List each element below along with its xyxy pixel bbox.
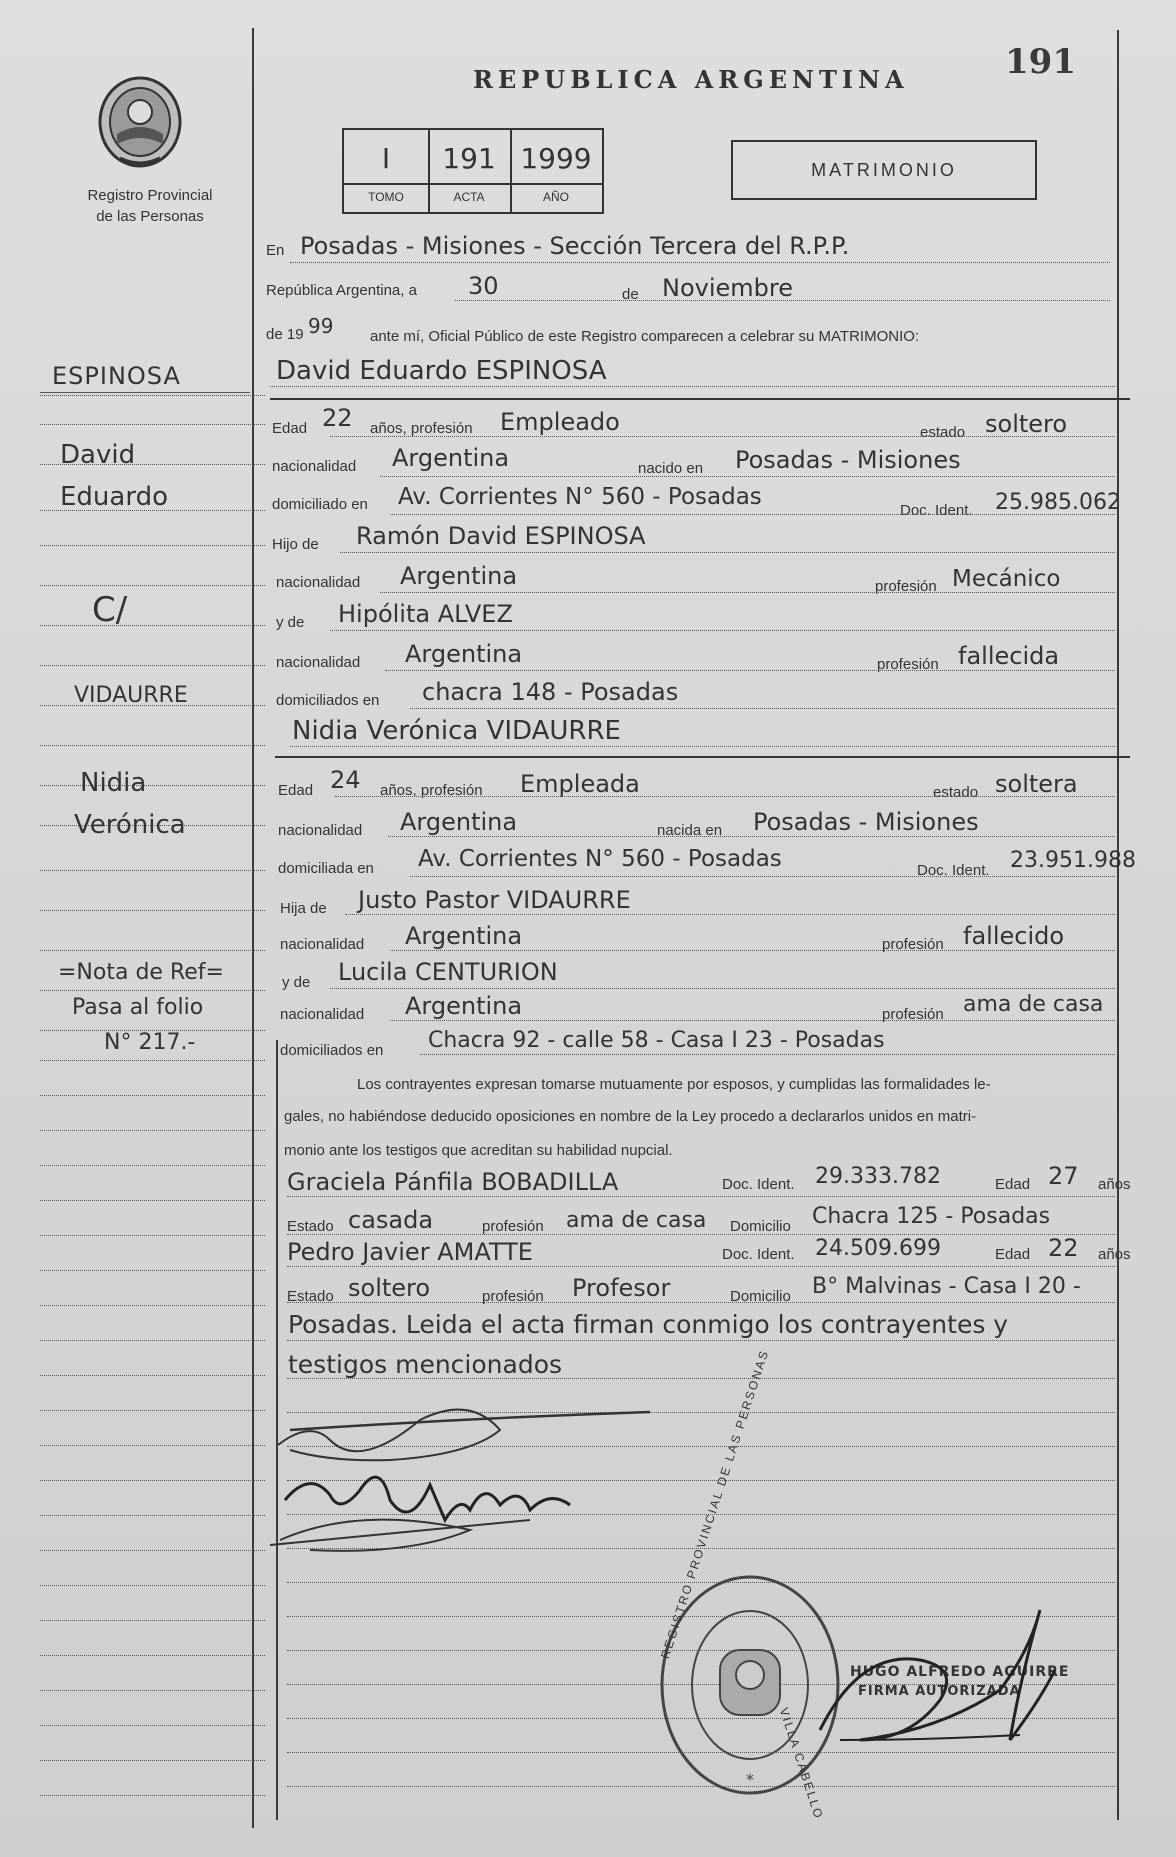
margin-note-line2: Pasa al folio [72,995,204,1020]
bride-age: 24 [330,766,361,794]
margin-note-line1: =Nota de Ref= [58,960,224,985]
witness1-prof-label: profesión [482,1218,544,1235]
bride-nacida-label: nacida en [657,822,723,839]
groom-doc: 25.985.062 [995,490,1121,515]
witness2-prof-label: profesión [482,1288,544,1305]
country-title: REPUBLICA ARGENTINA [473,65,909,94]
groom-name: David Eduardo ESPINOSA [276,356,607,386]
witness1-age: 27 [1048,1162,1079,1190]
tomo-label: TOMO [368,190,404,204]
groom-edad-label: Edad [272,420,308,437]
margin-given-bride-1: Nidia [80,768,147,798]
witness2-doc: 24.509.699 [815,1236,941,1261]
groom-nationality: Argentina [392,444,510,472]
margin-surname-groom: ESPINOSA [52,362,181,390]
bride-anos-prof-label: años, profesión [380,782,483,799]
stamp-office: VILLA CABELLO [776,1706,827,1822]
witness1-name: Graciela Pánfila BOBADILLA [287,1168,619,1196]
witness2-profession: Profesor [572,1274,671,1302]
declaration-line3: monio ante los testigos que acreditan su habilidad nupcial. [284,1142,673,1159]
groom-anos-prof-label: años, profesión [370,420,473,437]
groom-doms-label: domiciliados en [276,692,380,709]
groom-dom-label: domiciliado en [272,496,368,513]
en-label: En [266,242,285,259]
year-prefix: de 19 [266,326,304,343]
witness2-age: 22 [1048,1234,1079,1262]
witness1-estado: casada [348,1206,434,1234]
groom-father-nat: Argentina [400,562,518,590]
groom-mother-nat: Argentina [405,640,523,668]
witness2-edad-label: Edad [995,1246,1031,1263]
bride-nationality: Argentina [400,808,518,836]
bride-hija-label: Hija de [280,900,327,917]
witness1-doc-label: Doc. Ident. [722,1176,795,1193]
bride-father-prof: fallecido [963,922,1065,950]
bride-nac-label: nacionalidad [278,822,363,839]
tomo-value: I [381,142,391,175]
groom-doc-label: Doc. Ident. [900,502,973,519]
bride-mother-nat-label: nacionalidad [280,1006,365,1023]
declaration-line2: gales, no habiéndose deducido oposiciones en nombre de la Ley procedo a declararlos unidos en matri- [284,1108,977,1125]
official-signature [800,1590,1060,1770]
groom-estado: soltero [985,410,1068,438]
day: 30 [468,272,499,300]
declaration-line1: Los contrayentes expresan tomarse mutuamente por esposos, y cumplidas las formalidades le- [357,1076,991,1093]
bride-estado: soltera [995,770,1078,798]
groom-mother: Hipólita ALVEZ [338,600,513,628]
groom-father-prof-label: profesión [875,578,937,595]
province-emblem [95,72,185,172]
party-signatures [270,1400,670,1570]
bride-doc-label: Doc. Ident. [917,862,990,879]
groom-nac-label: nacionalidad [272,458,357,475]
bride-doc: 23.951.988 [1010,848,1136,873]
groom-age: 22 [322,404,353,432]
margin-given-groom-1: David [60,440,136,470]
witness1-dom-label: Domicilio [730,1218,791,1235]
bride-address: Av. Corrientes N° 560 - Posadas [418,846,782,872]
bride-mother-prof-label: profesión [882,1006,944,1023]
bride-father-prof-label: profesión [882,936,944,953]
registry-name-line2: de las Personas [96,208,204,225]
bride-dom-label: domiciliada en [278,860,374,877]
witness2-address: B° Malvinas - Casa I 20 - [812,1274,1081,1299]
witness2-doc-label: Doc. Ident. [722,1246,795,1263]
bride-mother: Lucila CENTURION [338,958,558,986]
document-type-label: MATRIMONIO [811,159,957,180]
witness1-doc: 29.333.782 [815,1164,941,1189]
groom-estado-label: estado [920,424,966,441]
bride-mother-nat: Argentina [405,992,523,1020]
witness1-anos-label: años [1098,1176,1131,1193]
witness1-estado-label: Estado [287,1218,334,1235]
witness1-address: Chacra 125 - Posadas [812,1204,1051,1229]
bride-name: Nidia Verónica VIDAURRE [292,716,621,746]
witness2-estado-label: Estado [287,1288,334,1305]
groom-father: Ramón David ESPINOSA [356,522,646,550]
groom-yde-label: y de [276,614,305,631]
intro-text: ante mí, Oficial Público de este Registro comparecen a celebrar su MATRIMONIO: [370,328,920,345]
acta-value: 191 [442,142,496,175]
margin-given-bride-2: Verónica [74,810,186,840]
signatory-name: HUGO ALFREDO AGUIRRE [850,1664,1070,1680]
groom-hijo-label: Hijo de [272,536,319,553]
groom-birthplace: Posadas - Misiones [735,446,961,474]
bride-father-nat-label: nacionalidad [280,936,365,953]
republica-label: República Argentina, a [266,282,417,299]
closing-line1: Posadas. Leida el acta firman conmigo los contrayentes y [288,1310,1009,1339]
witness1-profession: ama de casa [566,1208,707,1233]
closing-line2: testigos mencionados [288,1350,563,1379]
bride-birthplace: Posadas - Misiones [753,808,979,836]
place: Posadas - Misiones - Sección Tercera del R.P.P. [300,232,850,260]
groom-father-prof: Mecánico [952,566,1061,592]
groom-profession: Empleado [500,408,620,436]
bride-parents-address: Chacra 92 - calle 58 - Casa I 23 - Posadas [428,1028,885,1053]
bride-father-nat: Argentina [405,922,523,950]
margin-surname-bride: VIDAURRE [74,683,188,708]
stamp-text: REGISTRO PROVINCIAL DE LAS PERSONAS [658,1347,772,1661]
margin-note-line3: N° 217.- [104,1030,196,1055]
groom-mother-nat-label: nacionalidad [276,654,361,671]
folio-number: 191 [1005,42,1076,82]
bride-edad-label: Edad [278,782,314,799]
witness2-anos-label: años [1098,1246,1131,1263]
ano-value: 1999 [520,142,592,175]
registry-name-line1: Registro Provincial [87,187,213,204]
groom-father-nat-label: nacionalidad [276,574,361,591]
document-type-box [731,140,1037,200]
witness2-dom-label: Domicilio [730,1288,791,1305]
bride-yde-label: y de [282,974,311,991]
margin-conjunction: C/ [92,590,128,630]
acta-label: ACTA [453,190,485,204]
margin-given-groom-2: Eduardo [60,482,168,512]
de-label: de [622,286,639,303]
year-suffix: 99 [308,314,334,338]
ano-label: AÑO [542,190,569,204]
record-number-box [342,128,604,214]
witness1-edad-label: Edad [995,1176,1031,1193]
svg-text:*: * [746,1770,754,1789]
witness2-estado: soltero [348,1274,431,1302]
bride-father: Justo Pastor VIDAURRE [358,886,631,914]
witness2-name: Pedro Javier AMATTE [287,1238,533,1266]
month: Noviembre [662,274,793,302]
groom-parents-address: chacra 148 - Posadas [422,678,679,706]
bride-profession: Empleada [520,770,640,798]
right-border-rule [1117,30,1119,1820]
bride-mother-prof: ama de casa [963,992,1104,1017]
signatory-title: FIRMA AUTORIZADA [858,1684,1021,1699]
groom-nacido-label: nacido en [638,460,704,477]
groom-mother-prof-label: profesión [877,656,939,673]
left-margin-rule [252,28,254,1828]
bride-doms-label: domiciliados en [280,1042,384,1059]
groom-mother-prof: fallecida [958,642,1060,670]
bride-estado-label: estado [933,784,979,801]
groom-address: Av. Corrientes N° 560 - Posadas [398,484,762,510]
